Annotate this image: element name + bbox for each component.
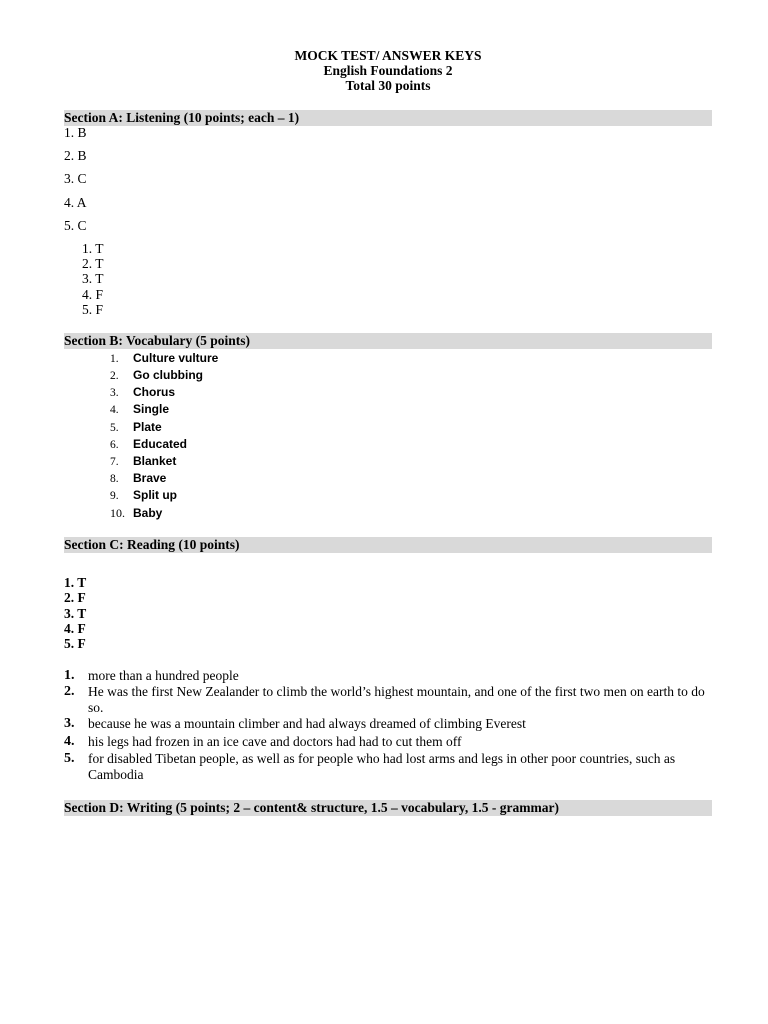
- item-number: 1.: [64, 668, 75, 683]
- item-number: 2.: [82, 256, 93, 271]
- document-title: MOCK TEST/ ANSWER KEYS: [294, 48, 482, 63]
- item-number: 4.: [82, 287, 93, 302]
- answer-text: because he was a mountain climber and had always dreamed of climbing Everest: [88, 716, 526, 731]
- item-answer: T: [95, 256, 104, 271]
- vocab-word: Go clubbing: [133, 368, 203, 382]
- item-number: 2.: [110, 370, 119, 382]
- list-item: [82, 241, 104, 257]
- item-answer: T: [95, 271, 104, 286]
- item-answer: F: [95, 302, 104, 317]
- answer-text: He was the first New Zealander to climb the world’s highest mountain, and one of the first two men on earth to do so.: [88, 684, 705, 715]
- vocab-word: Educated: [133, 437, 188, 451]
- item-number: 1.: [82, 241, 93, 256]
- vocab-word: Blanket: [133, 454, 177, 468]
- list-item: 1. T: [64, 575, 87, 590]
- item-number: 3.: [64, 716, 75, 731]
- list-item: [82, 287, 103, 303]
- item-number: 8.: [110, 473, 119, 485]
- item-number: 6.: [110, 439, 119, 451]
- total-points: Total 30 points: [345, 78, 431, 93]
- list-item: 5. F: [64, 636, 86, 651]
- answer-text: his legs had frozen in an ice cave and doctors had had to cut them off: [88, 734, 462, 749]
- item-number: 4.: [64, 734, 75, 749]
- list-item: 5. C: [64, 218, 87, 233]
- vocab-word: Brave: [133, 471, 167, 485]
- list-item: [110, 505, 162, 521]
- item-number: 1.: [110, 353, 119, 365]
- document-header: [64, 48, 712, 93]
- list-item: [110, 367, 203, 383]
- list-item: 2. B: [64, 148, 87, 163]
- item-number: 7.: [110, 456, 119, 468]
- vocab-word: Baby: [133, 506, 163, 520]
- item-number: 5.: [110, 422, 119, 434]
- list-item: [82, 256, 104, 272]
- item-number: 9.: [110, 490, 119, 502]
- list-item: [110, 487, 177, 503]
- item-answer: T: [95, 241, 104, 256]
- list-item: [82, 302, 103, 318]
- vocab-word: Culture vulture: [133, 351, 219, 365]
- list-item: 3. C: [64, 171, 87, 186]
- list-item: [82, 271, 104, 287]
- list-item: [110, 384, 175, 400]
- section-d-heading: Section D: Writing (5 points; 2 – content& structure, 1.5 – vocabulary, 1.5 - grammar): [64, 800, 712, 816]
- item-number: 3.: [82, 271, 93, 286]
- list-item: 4. F: [64, 621, 86, 636]
- item-number: 2.: [64, 684, 75, 699]
- section-b-heading: Section B: Vocabulary (5 points): [64, 333, 712, 349]
- item-number: 3.: [110, 387, 119, 399]
- vocab-word: Split up: [133, 488, 177, 502]
- item-number: 5.: [64, 751, 75, 766]
- list-item: 4. A: [64, 195, 87, 210]
- vocab-word: Single: [133, 402, 170, 416]
- item-answer: F: [95, 287, 104, 302]
- list-item: [110, 350, 218, 366]
- list-item: 1. B: [64, 125, 87, 140]
- item-number: 4.: [110, 404, 119, 416]
- list-item: [110, 419, 162, 435]
- list-item: [110, 436, 187, 452]
- section-a-heading: Section A: Listening (10 points; each – 1): [64, 110, 712, 126]
- answer-text: more than a hundred people: [88, 668, 239, 683]
- answer-text: for disabled Tibetan people, as well as for people who had lost arms and legs in other poor countries, such as Cambodia: [88, 751, 676, 782]
- list-item: [110, 401, 169, 417]
- vocab-word: Plate: [133, 420, 162, 434]
- list-item: [110, 470, 166, 486]
- course-name: English Foundations 2: [323, 63, 453, 78]
- list-item: 2. F: [64, 590, 86, 605]
- item-number: 10.: [110, 506, 125, 520]
- vocab-word: Chorus: [133, 385, 175, 399]
- section-c-heading: Section C: Reading (10 points): [64, 537, 712, 553]
- list-item: 3. T: [64, 606, 87, 621]
- item-number: 5.: [82, 302, 93, 317]
- list-item: [110, 453, 176, 469]
